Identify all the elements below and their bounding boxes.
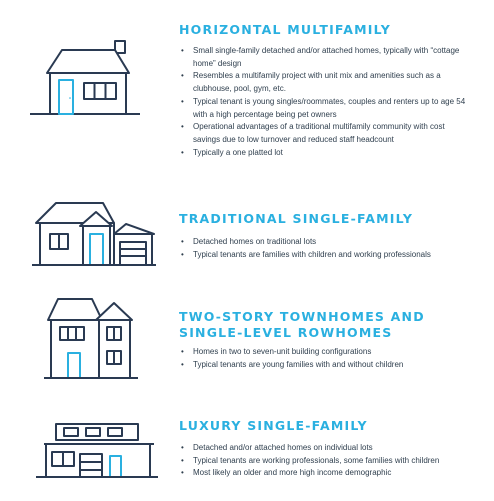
family-house-with-garage-icon: [30, 198, 160, 268]
list-item: • Resembles a multifamily project with unit mix and amenities such as a clubhouse, pool, gym, etc.: [179, 70, 474, 95]
bullet-list: [179, 442, 474, 480]
bullet-list: [179, 236, 474, 261]
two-story-townhome-icon: [30, 293, 140, 381]
bullet-list: [179, 45, 474, 159]
list-item: • Detached homes on traditional lots: [179, 236, 474, 249]
list-item: • Small single-family detached and/or attached homes, typically with “cottage home” design: [179, 45, 474, 70]
list-item: • Most likely an older and more high income demographic: [179, 467, 474, 480]
section-title: HORIZONTAL MULTIFAMILY: [179, 22, 392, 37]
list-item: • Homes in two to seven-unit building configurations: [179, 346, 474, 359]
modern-luxury-house-icon: [30, 420, 160, 480]
list-item: • Typical tenants are working professionals, some families with children: [179, 455, 474, 468]
section-title: TRADITIONAL SINGLE-FAMILY: [179, 211, 414, 226]
list-item: • Typically a one platted lot: [179, 147, 474, 160]
list-item: • Typical tenants are young families with and without children: [179, 359, 474, 372]
list-item: • Detached and/or attached homes on individual lots: [179, 442, 474, 455]
section-title: LUXURY SINGLE-FAMILY: [179, 418, 368, 433]
cottage-house-icon: [30, 38, 140, 116]
list-item: • Typical tenants are families with children and working professionals: [179, 249, 474, 262]
bullet-list: [179, 346, 474, 371]
section-title: TWO-STORY TOWNHOMES AND: [179, 309, 425, 324]
section-title-line-2: SINGLE-LEVEL ROWHOMES: [179, 325, 393, 340]
list-item: • Operational advantages of a traditional multifamily community with cost savings due to low turnover and reduced staff headcount: [179, 121, 474, 146]
list-item: • Typical tenant is young singles/roommates, couples and renters up to age 54 with a high percentage being pet owners: [179, 96, 474, 121]
